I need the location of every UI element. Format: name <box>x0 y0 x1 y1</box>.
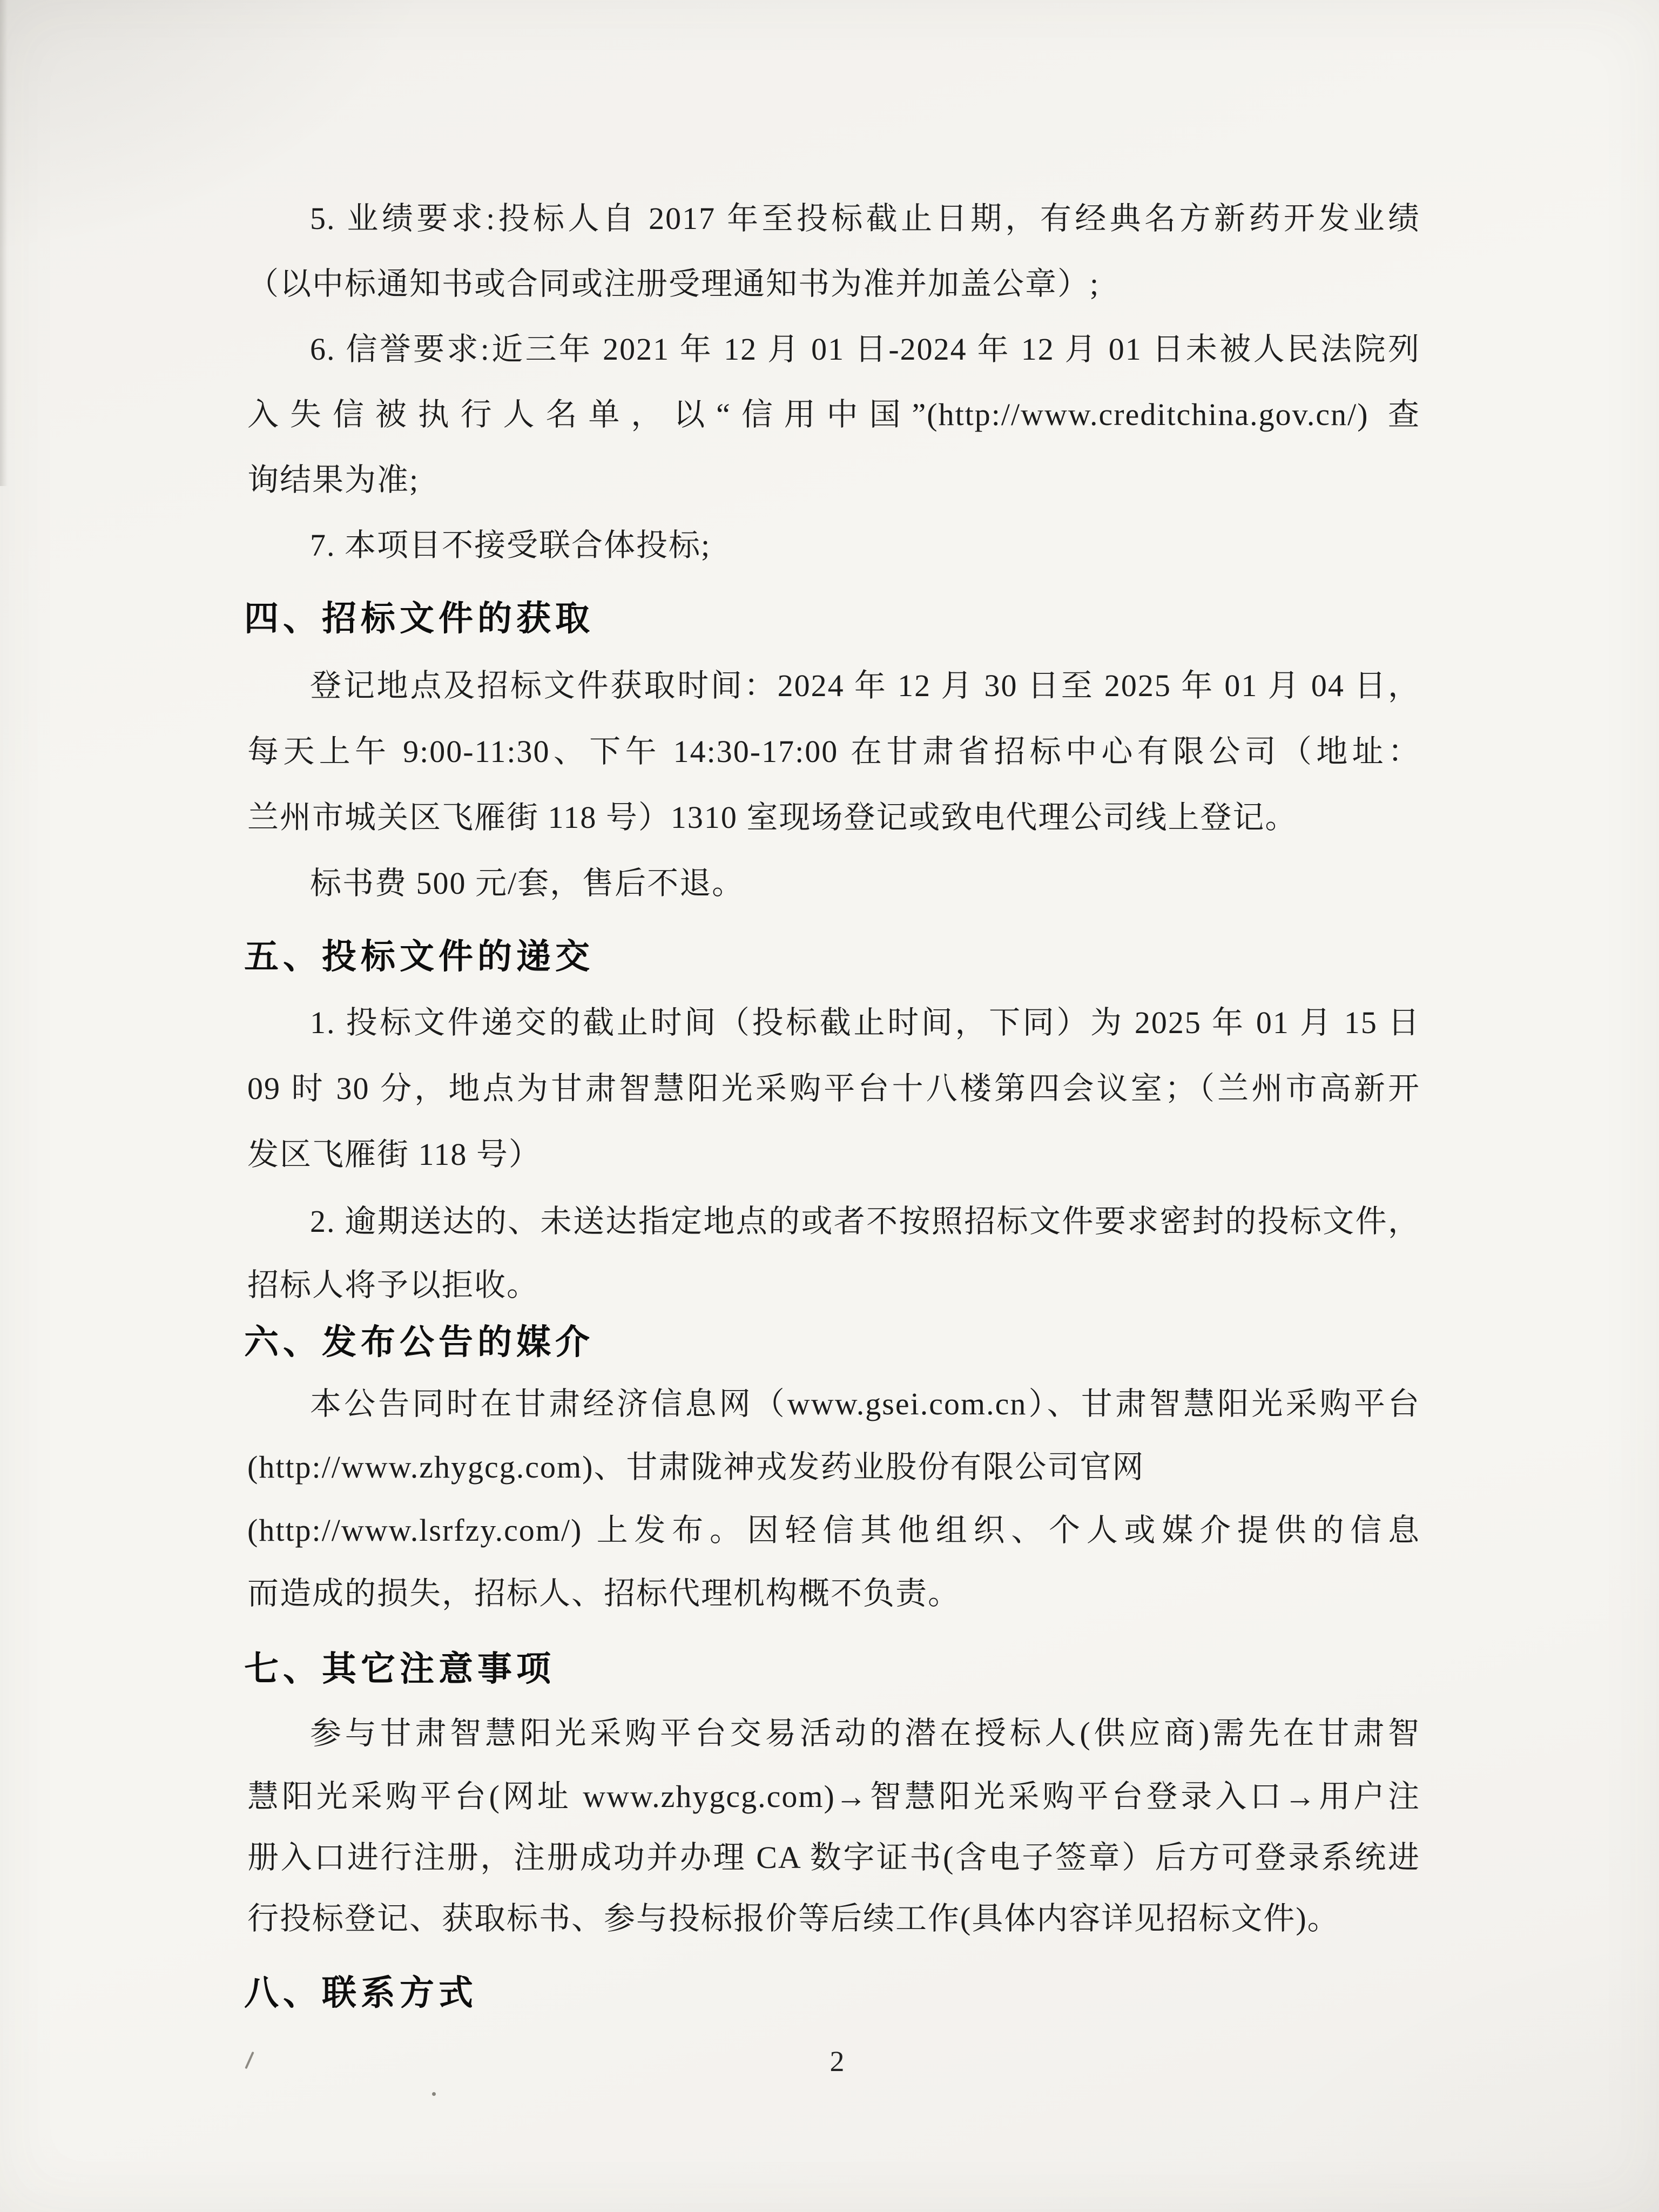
scan-artifact <box>432 2092 436 2096</box>
section-heading-bid-submission: 五、投标文件的递交 <box>244 937 594 976</box>
section4-para1-line-3: 兰州市城关区飞雁街 118 号）1310 室现场登记或致电代理公司线上登记。 <box>247 800 1298 835</box>
section6-para1-line-3: (http://www.lsrfzy.com/) 上发布。因轻信其他组织、个人或媒介提供的信息 <box>247 1513 1420 1548</box>
item5-line-2: （以中标通知书或合同或注册受理通知书为准并加盖公章）; <box>247 266 1100 301</box>
section7-para1-line-3: 册入口进行注册，注册成功并办理 CA 数字证书(含电子签章）后方可登录系统进 <box>247 1840 1420 1875</box>
section6-para1-line-1: 本公告同时在甘肃经济信息网（www.gsei.com.cn）、甘肃智慧阳光采购平台 <box>310 1386 1420 1421</box>
item7-line: 7. 本项目不接受联合体投标; <box>310 528 711 563</box>
item5-line-1: 5. 业绩要求:投标人自 2017 年至投标截止日期，有经典名方新药开发业绩 <box>310 201 1420 236</box>
section4-para2-line: 标书费 500 元/套，售后不退。 <box>310 866 745 901</box>
section7-para1-line-4: 行投标登记、获取标书、参与投标报价等后续工作(具体内容详见招标文件)。 <box>247 1901 1340 1936</box>
section4-para1-line-2: 每天上午 9:00-11:30、下午 14:30-17:00 在甘肃省招标中心有限公司（地址： <box>247 734 1420 769</box>
section5-para2-line-2: 招标人将予以拒收。 <box>247 1267 539 1303</box>
section-heading-other-notes: 七、其它注意事项 <box>244 1649 555 1688</box>
item6-line-3: 询结果为准; <box>247 462 420 497</box>
section7-para1-line-2: 慧阳光采购平台(网址 www.zhygcg.com)→智慧阳光采购平台登录入口→用户注 <box>247 1779 1420 1814</box>
section5-para1-line-1: 1. 投标文件递交的截止时间（投标截止时间，下同）为 2025 年 01 月 15 日 <box>310 1005 1420 1040</box>
section-heading-contact-info: 八、联系方式 <box>244 1973 477 2012</box>
section-heading-obtain-documents: 四、招标文件的获取 <box>244 599 594 638</box>
scan-edge-shadow <box>0 0 8 486</box>
section4-para1-line-1: 登记地点及招标文件获取时间：2024 年 12 月 30 日至 2025 年 01 月 04 日， <box>310 668 1420 703</box>
section6-para1-line-4: 而造成的损失，招标人、招标代理机构概不负责。 <box>247 1576 961 1611</box>
item6-line-1: 6. 信誉要求:近三年 2021 年 12 月 01 日-2024 年 12 月 01 日未被人民法院列 <box>310 332 1420 367</box>
section7-para1-line-1: 参与甘肃智慧阳光采购平台交易活动的潜在授标人(供应商)需先在甘肃智 <box>310 1716 1420 1751</box>
page-number: 2 <box>830 2045 845 2078</box>
section5-para1-line-3: 发区飞雁街 118 号） <box>247 1137 541 1172</box>
item6-line-2: 入失信被执行人名单，以“信用中国”(http://www.creditchina.gov.cn/) 查 <box>247 397 1420 432</box>
section-heading-announcement-media: 六、发布公告的媒介 <box>244 1323 594 1361</box>
section5-para2-line-1: 2. 逾期送达的、未送达指定地点的或者不按照招标文件要求密封的投标文件， <box>310 1204 1420 1239</box>
section6-para1-line-2: (http://www.zhygcg.com)、甘肃陇神戎发药业股份有限公司官网 <box>247 1449 1145 1485</box>
section5-para1-line-2: 09 时 30 分，地点为甘肃智慧阳光采购平台十八楼第四会议室；（兰州市高新开 <box>247 1071 1420 1106</box>
scan-artifact <box>245 2052 254 2069</box>
